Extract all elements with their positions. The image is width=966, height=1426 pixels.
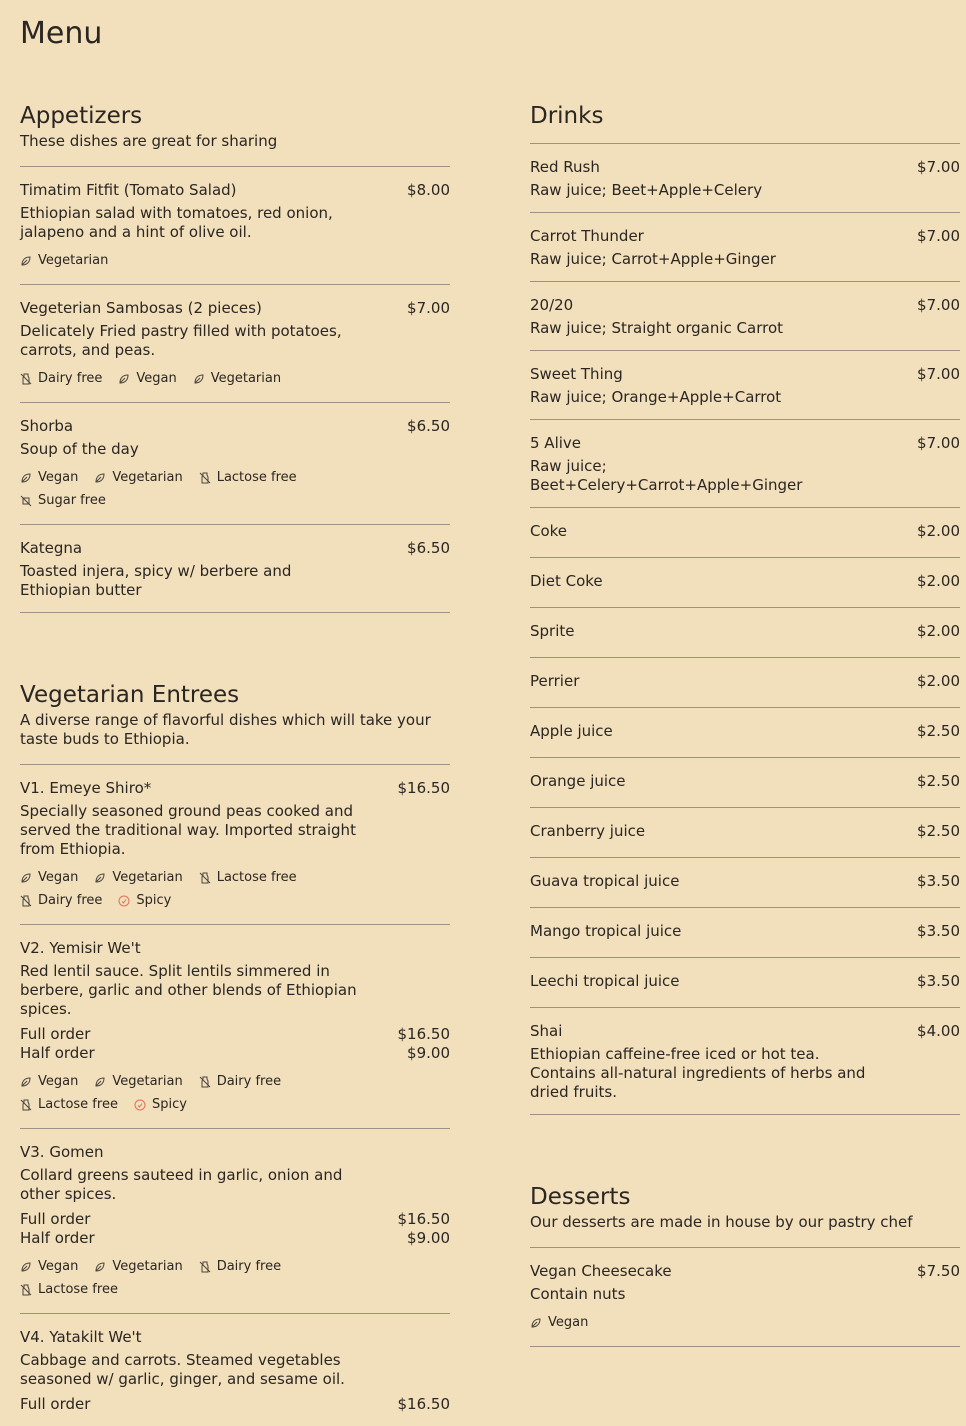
leaf-icon (94, 1261, 112, 1273)
leaf-icon (193, 373, 211, 385)
leaf-icon (20, 872, 38, 884)
order-option (20, 1210, 450, 1229)
item-name: Coke (530, 522, 568, 540)
dietary-tags (530, 1311, 830, 1334)
leaf-icon (20, 472, 38, 484)
no-dairy-icon (20, 373, 38, 385)
item-name: Shorba (20, 417, 74, 435)
vegetarian-entrees-section (20, 679, 450, 1426)
tag-label: Lactose free (216, 870, 297, 885)
item-description: Toasted injera, spicy w/ berbere and Ethiopian butter (20, 562, 292, 599)
dietary-tag (20, 489, 106, 512)
item-description: Raw juice; Beet+Celery+Carrot+Apple+Ginger (530, 457, 803, 494)
menu-item (530, 708, 960, 758)
order-price: $9.00 (407, 1044, 450, 1062)
item-price: $7.00 (917, 365, 960, 383)
order-option (20, 1229, 450, 1248)
item-header (20, 299, 450, 318)
menu-item (20, 525, 450, 613)
item-description: Red lentil sauce. Split lentils simmered in berbere, garlic and other blends of Ethiopian spices. (20, 962, 357, 1018)
tag-label: Vegetarian (210, 371, 282, 386)
tag-label: Dairy free (216, 1259, 282, 1274)
item-description: Raw juice; Straight organic Carrot (530, 319, 784, 337)
item-price: $16.50 (397, 779, 450, 797)
section-title: Drinks (530, 103, 604, 129)
dietary-tag (94, 466, 182, 489)
item-price: $2.00 (917, 572, 960, 590)
item-header (530, 572, 960, 591)
tag-label: Spicy (136, 893, 172, 908)
item-name: Sprite (530, 622, 575, 640)
item-name: V1. Emeye Shiro* (20, 779, 152, 797)
item-name: Perrier (530, 672, 580, 690)
item-header (20, 181, 450, 200)
leaf-icon (20, 1076, 38, 1088)
dietary-tag (20, 367, 102, 390)
item-header (530, 822, 960, 841)
item-price: $2.50 (917, 822, 960, 840)
item-header (530, 296, 960, 315)
tag-label: Vegan (38, 470, 79, 485)
dietary-tags (20, 1070, 320, 1116)
menu-item (530, 144, 960, 213)
dietary-tag (20, 466, 78, 489)
dietary-tag (94, 1255, 182, 1278)
tag-label: Vegetarian (38, 253, 109, 268)
item-price: $6.50 (407, 417, 450, 435)
menu-item (20, 285, 450, 403)
item-header (20, 1143, 450, 1162)
menu-item (530, 758, 960, 808)
menu-item (530, 282, 960, 351)
appetizers-section (20, 100, 450, 613)
tag-label: Dairy free (216, 1074, 282, 1089)
item-description: Contain nuts (530, 1285, 626, 1303)
no-dairy-icon (199, 1261, 217, 1273)
tag-label: Vegan (136, 371, 177, 386)
dietary-tag (20, 866, 78, 889)
tag-label: Dairy free (38, 371, 103, 386)
menu-item (530, 908, 960, 958)
section-header (20, 679, 450, 765)
item-name: Timatim Fitfit (Tomato Salad) (20, 181, 237, 199)
no-dairy-icon (20, 895, 38, 907)
item-description: Raw juice; Orange+Apple+Carrot (530, 388, 782, 406)
no-dairy-icon (199, 1076, 217, 1088)
leaf-icon (94, 472, 112, 484)
item-header (20, 1328, 450, 1347)
drinks-section (530, 100, 960, 1115)
no-dairy-icon (199, 872, 217, 884)
dietary-tag (134, 1093, 187, 1116)
item-price: $7.00 (917, 227, 960, 245)
dietary-tag (20, 249, 108, 272)
tag-label: Vegan (38, 870, 79, 885)
tag-label: Vegan (38, 1259, 79, 1274)
dietary-tag (118, 889, 171, 912)
item-price: $7.00 (917, 158, 960, 176)
item-price: $7.00 (917, 434, 960, 452)
item-header (20, 939, 450, 958)
item-price: $3.50 (917, 872, 960, 890)
tag-label: Vegan (548, 1315, 589, 1330)
item-header (20, 417, 450, 436)
item-header (530, 434, 960, 453)
dietary-tag (118, 367, 176, 390)
dietary-tag (199, 1255, 281, 1278)
right-column (530, 100, 960, 1347)
menu-item (530, 1248, 960, 1347)
item-name: Guava tropical juice (530, 872, 680, 890)
item-name: V4. Yatakilt We't (20, 1328, 142, 1346)
order-label: Full order (20, 1025, 91, 1043)
item-header (530, 722, 960, 741)
order-options (20, 1025, 450, 1063)
leaf-icon (94, 1076, 112, 1088)
menu-item (20, 403, 450, 525)
section-header (20, 100, 450, 167)
item-name: Mango tropical juice (530, 922, 682, 940)
desserts-section (530, 1181, 960, 1347)
menu-item (530, 1008, 960, 1115)
item-header (530, 1262, 960, 1281)
item-name: Carrot Thunder (530, 227, 644, 245)
tag-label: Vegan (38, 1074, 79, 1089)
menu-item (530, 420, 960, 508)
left-column (20, 100, 450, 1426)
item-description: Ethiopian caffeine-free iced or hot tea. Contains all-natural ingredients of herbs and dried fruits. (530, 1045, 866, 1101)
tag-label: Spicy (151, 1097, 187, 1112)
dietary-tags (20, 866, 320, 912)
dietary-tags (20, 367, 320, 390)
item-header (20, 539, 450, 558)
dietary-tag (530, 1311, 588, 1334)
leaf-icon (20, 255, 38, 267)
item-price: $3.50 (917, 972, 960, 990)
menu-item (20, 1129, 450, 1314)
tag-label: Vegetarian (112, 1259, 183, 1274)
dietary-tag (193, 367, 281, 390)
order-option (20, 1395, 450, 1414)
section-header (530, 1181, 960, 1248)
section-title: Appetizers (20, 103, 143, 129)
section-description: Our desserts are made in house by our pastry chef (530, 1213, 913, 1231)
item-name: Cranberry juice (530, 822, 646, 840)
item-name: Vegeterian Sambosas (2 pieces) (20, 299, 262, 317)
tag-label: Lactose free (38, 1282, 118, 1297)
item-name: Kategna (20, 539, 83, 557)
item-description: Soup of the day (20, 440, 139, 458)
menu-item (530, 858, 960, 908)
order-option (20, 1025, 450, 1044)
menu-item (530, 958, 960, 1008)
item-price: $7.00 (407, 299, 450, 317)
order-price: $16.50 (397, 1025, 450, 1043)
tag-label: Lactose free (216, 470, 297, 485)
order-label: Full order (20, 1210, 91, 1228)
tag-label: Vegetarian (112, 1074, 183, 1089)
dietary-tag (199, 866, 297, 889)
item-name: Apple juice (530, 722, 613, 740)
leaf-icon (118, 373, 136, 385)
order-options (20, 1395, 450, 1414)
item-header (530, 522, 960, 541)
item-header (530, 1022, 960, 1041)
dietary-tag (20, 1093, 118, 1116)
menu-item (20, 765, 450, 925)
tag-label: Vegetarian (112, 870, 183, 885)
order-price: $16.50 (397, 1395, 450, 1413)
no-dairy-icon (20, 1099, 38, 1111)
menu-item (530, 351, 960, 420)
item-price: $2.00 (917, 672, 960, 690)
tag-label: Dairy free (38, 893, 103, 908)
leaf-icon (530, 1317, 548, 1329)
dietary-tag (94, 866, 182, 889)
item-name: V2. Yemisir We't (20, 939, 141, 957)
item-price: $2.00 (917, 522, 960, 540)
menu-item (530, 558, 960, 608)
item-price: $7.00 (917, 296, 960, 314)
item-header (530, 365, 960, 384)
item-header (530, 622, 960, 641)
dietary-tags (20, 1255, 320, 1301)
dietary-tag (20, 889, 102, 912)
dietary-tags (20, 249, 320, 272)
item-name: Vegan Cheesecake (530, 1262, 672, 1280)
spicy-icon (134, 1099, 152, 1111)
menu-item (530, 608, 960, 658)
menu-item (530, 508, 960, 558)
item-name: Leechi tropical juice (530, 972, 680, 990)
item-name: Orange juice (530, 772, 626, 790)
item-price: $6.50 (407, 539, 450, 557)
menu-item (20, 925, 450, 1129)
item-name: 5 Alive (530, 434, 582, 452)
no-dairy-icon (199, 472, 217, 484)
order-price: $9.00 (407, 1229, 450, 1247)
item-description: Raw juice; Beet+Apple+Celery (530, 181, 763, 199)
item-description: Raw juice; Carrot+Apple+Ginger (530, 250, 776, 268)
tag-label: Sugar free (38, 493, 106, 508)
order-label: Half order (20, 1044, 95, 1062)
leaf-icon (20, 1261, 38, 1273)
item-price: $2.00 (917, 622, 960, 640)
item-header (530, 922, 960, 941)
item-header (530, 972, 960, 991)
leaf-icon (94, 872, 112, 884)
tag-label: Lactose free (38, 1097, 118, 1112)
no-dairy-icon (20, 1284, 38, 1296)
item-name: Diet Coke (530, 572, 603, 590)
order-price: $16.50 (397, 1210, 450, 1228)
item-header (530, 772, 960, 791)
no-sugar-icon (20, 495, 38, 507)
dietary-tag (20, 1255, 78, 1278)
item-description: Specially seasoned ground peas cooked and served the traditional way. Imported straight from Ethiopia. (20, 802, 356, 858)
order-option (20, 1044, 450, 1063)
tag-label: Vegetarian (112, 470, 183, 485)
section-header (530, 100, 960, 144)
item-price: $8.00 (407, 181, 450, 199)
order-label: Full order (20, 1395, 91, 1413)
order-options (20, 1210, 450, 1248)
menu-item (20, 1314, 450, 1426)
item-description: Collard greens sauteed in garlic, onion and other spices. (20, 1166, 343, 1203)
dietary-tag (199, 466, 297, 489)
item-price: $3.50 (917, 922, 960, 940)
menu-item (530, 213, 960, 282)
dietary-tags (20, 466, 320, 512)
item-header (20, 779, 450, 798)
item-header (530, 158, 960, 177)
item-price: $2.50 (917, 772, 960, 790)
item-name: Sweet Thing (530, 365, 623, 383)
menu-item (20, 167, 450, 285)
item-description: Cabbage and carrots. Steamed vegetables seasoned w/ garlic, ginger, and sesame oil. (20, 1351, 345, 1388)
item-price: $2.50 (917, 722, 960, 740)
item-header (530, 872, 960, 891)
dietary-tag (199, 1070, 281, 1093)
section-description: These dishes are great for sharing (20, 132, 278, 150)
item-description: Delicately Fried pastry filled with potatoes, carrots, and peas. (20, 322, 342, 359)
menu-item (530, 808, 960, 858)
section-title: Desserts (530, 1184, 631, 1210)
dietary-tag (20, 1070, 78, 1093)
item-name: 20/20 (530, 296, 574, 314)
item-header (530, 227, 960, 246)
dietary-tag (94, 1070, 182, 1093)
item-header (530, 672, 960, 691)
page-title: Menu (20, 16, 103, 51)
item-price: $7.50 (917, 1262, 960, 1280)
spicy-icon (118, 895, 136, 907)
item-name: Shai (530, 1022, 563, 1040)
menu-item (530, 658, 960, 708)
item-description: Ethiopian salad with tomatoes, red onion, jalapeno and a hint of olive oil. (20, 204, 333, 241)
section-description: A diverse range of flavorful dishes which will take your taste buds to Ethiopia. (20, 711, 431, 748)
item-price: $4.00 (917, 1022, 960, 1040)
item-name: V3. Gomen (20, 1143, 104, 1161)
order-label: Half order (20, 1229, 95, 1247)
dietary-tag (20, 1278, 118, 1301)
item-name: Red Rush (530, 158, 600, 176)
section-title: Vegetarian Entrees (20, 682, 240, 708)
